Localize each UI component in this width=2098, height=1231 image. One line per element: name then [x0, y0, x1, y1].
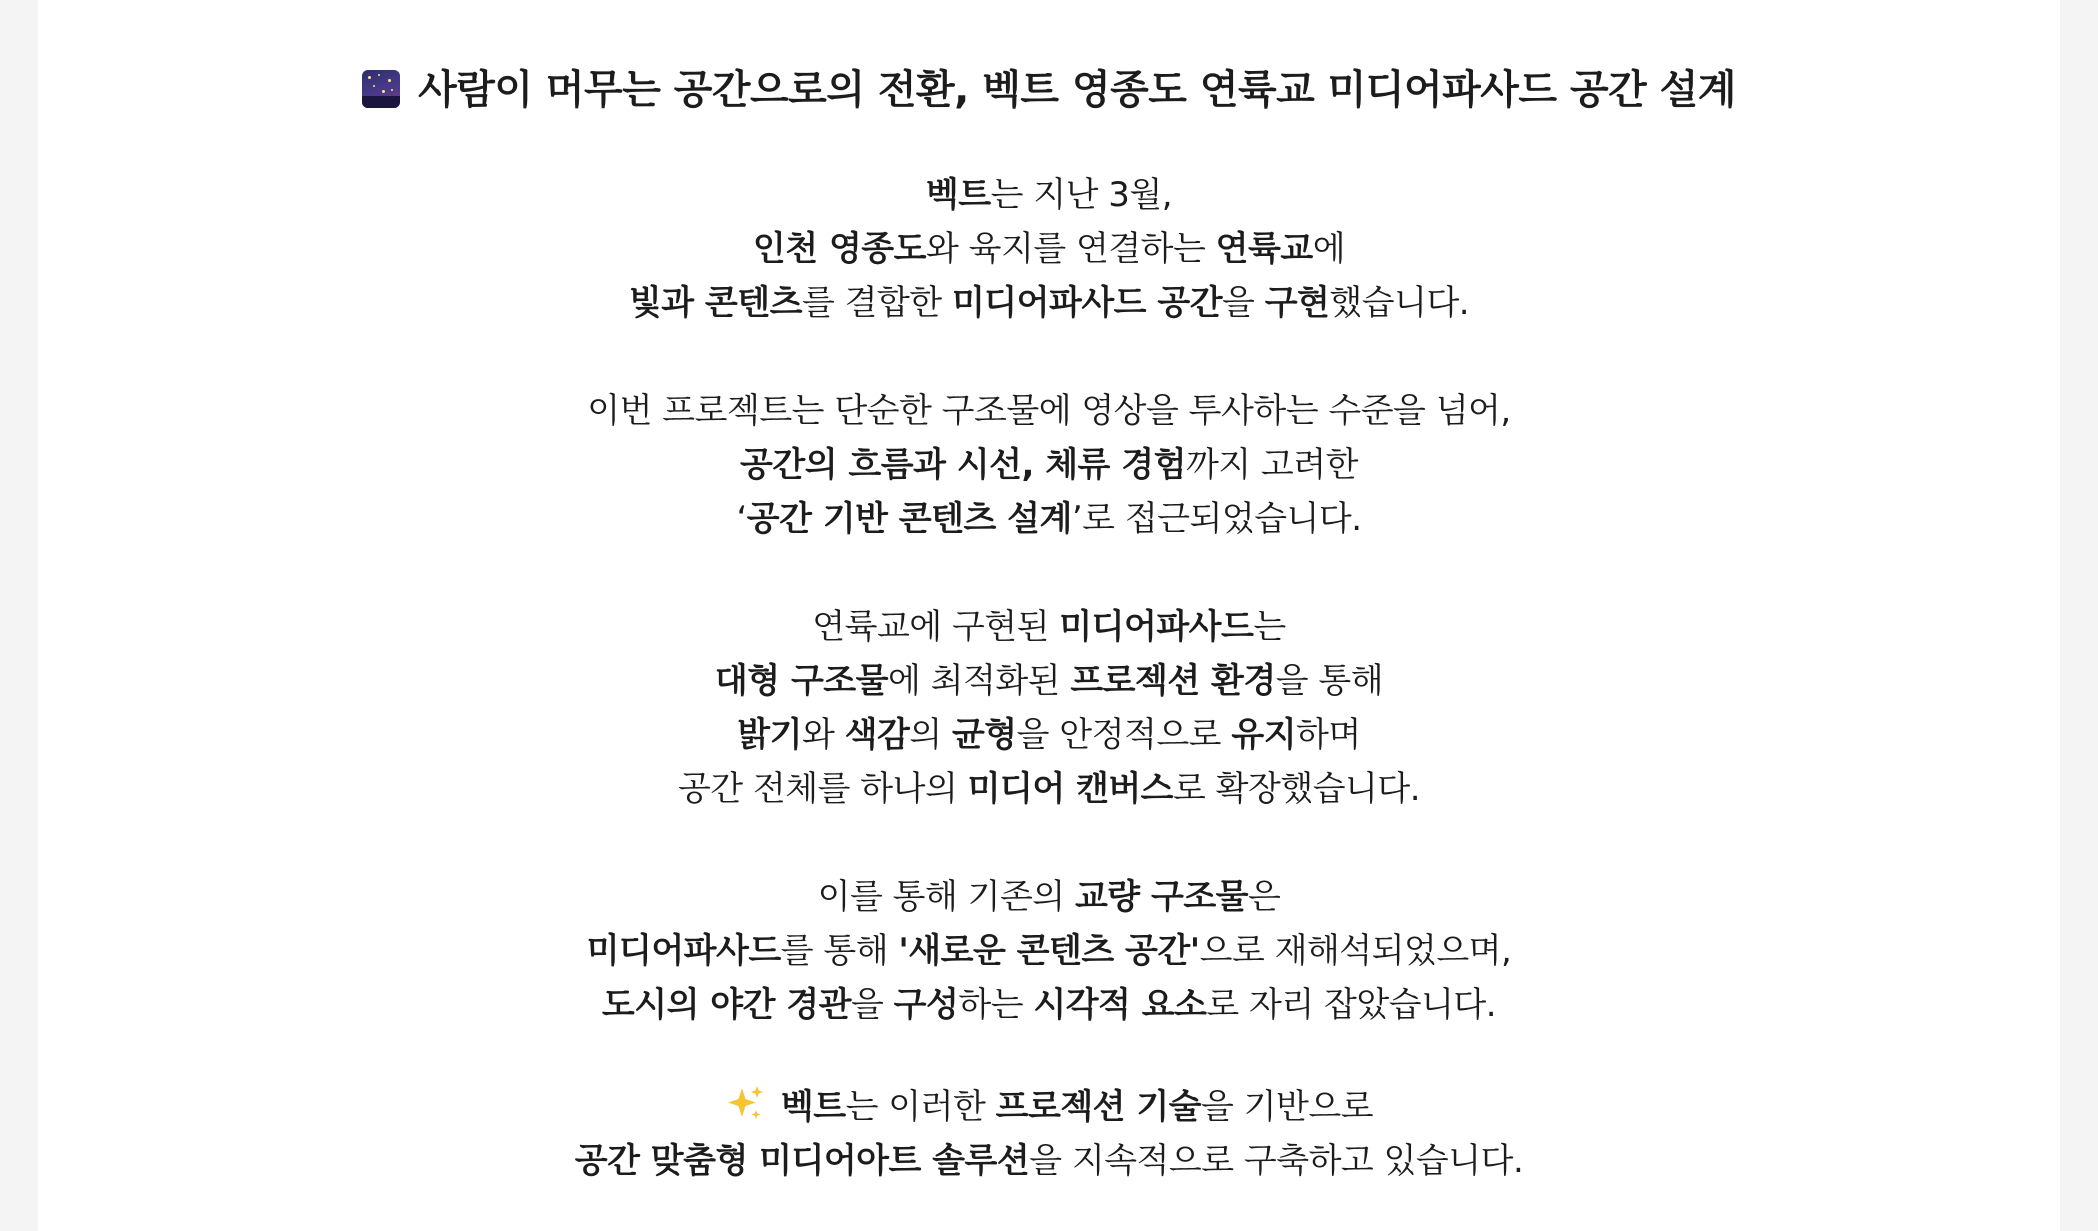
post-card	[38, 0, 2060, 1231]
bold-text: 미디어파사드	[586, 931, 781, 971]
body-text: 는 지난 3월,	[990, 175, 1173, 215]
body-text: 을 안정적으로	[1016, 715, 1232, 755]
body-line	[38, 492, 2060, 546]
bold-text: 시각적 요소	[1033, 985, 1207, 1025]
bold-text: 유지	[1231, 715, 1297, 755]
body-text: 를 결합한	[801, 283, 952, 323]
body-line	[38, 762, 2060, 816]
body-text: 로 자리 잡았습니다.	[1206, 985, 1497, 1025]
bold-text: 균형	[951, 715, 1017, 755]
bold-text: 벡트	[780, 1087, 846, 1127]
bold-text: 인천 영종도	[752, 229, 926, 269]
body-text: 에	[1312, 229, 1346, 269]
body-line	[38, 708, 2060, 762]
post-title	[38, 58, 2060, 115]
body-text: 로 확장했습니다.	[1173, 769, 1421, 809]
bold-text: 연륙교	[1215, 229, 1313, 269]
body-line	[38, 1134, 2060, 1188]
bold-text: 미디어파사드	[1059, 607, 1254, 647]
body-text: 으로 재해석되었으며,	[1199, 931, 1512, 971]
body-text: 연륙교에 구현된	[812, 607, 1060, 647]
post-title-text: 사람이 머무는 공간으로의 전환, 벡트 영종도 연륙교 미디어파사드 공간 설계	[418, 67, 1736, 113]
body-text: 을	[1222, 283, 1265, 323]
body-text: 는 이러한	[845, 1087, 996, 1127]
body-line	[38, 924, 2060, 978]
bold-text: 프로젝션 환경	[1070, 661, 1276, 701]
body-text: 하는	[958, 985, 1034, 1025]
bold-text: 공간 기반 콘텐츠 설계	[746, 499, 1072, 539]
body-line	[38, 1080, 2060, 1134]
body-text: 를 통해	[780, 931, 899, 971]
bold-text: 대형 구조물	[714, 661, 888, 701]
body-line	[38, 600, 2060, 654]
sparkles-icon	[725, 1084, 765, 1124]
body-text: 을 기반으로	[1201, 1087, 1374, 1127]
night-city-icon	[362, 70, 400, 108]
body-text: 은	[1248, 877, 1281, 917]
body-text: ’로 접근되었습니다.	[1071, 499, 1362, 539]
body-text: 와 육지를 연결하는	[925, 229, 1216, 269]
bold-text: 밝기	[737, 715, 802, 755]
bold-text: 미디어파사드 공간	[951, 283, 1223, 323]
body-text: 는	[1253, 607, 1286, 647]
bold-text: 벡트	[925, 175, 991, 215]
body-line	[38, 222, 2060, 276]
bold-text: 구성	[893, 985, 959, 1025]
body-line	[38, 654, 2060, 708]
body-text: 하며	[1296, 715, 1361, 755]
bold-text: 빛과 콘텐츠	[628, 283, 802, 323]
bold-text: 공간 맞춤형 미디어아트 솔루션	[574, 1141, 1030, 1181]
body-line	[38, 978, 2060, 1032]
body-text: 이번 프로젝트는 단순한 구조물에 영상을 투사하는 수준을 넘어,	[587, 391, 1511, 431]
bold-text: 구현	[1264, 283, 1330, 323]
body-text: 이를 통해 기존의	[817, 877, 1075, 917]
bold-text: 교량 구조물	[1074, 877, 1249, 917]
bold-text: 색감	[844, 715, 910, 755]
post-body	[38, 168, 2060, 1188]
body-line	[38, 276, 2060, 330]
body-text: 의	[909, 715, 952, 755]
body-text: 을 지속적으로 구축하고 있습니다.	[1029, 1141, 1524, 1181]
body-line	[38, 438, 2060, 492]
bold-text: 공간의 흐름과 시선, 체류 경험	[740, 445, 1186, 485]
bold-text: '새로운 콘텐츠 공간'	[898, 931, 1200, 971]
body-line	[38, 870, 2060, 924]
body-text: 했습니다.	[1329, 283, 1470, 323]
body-text: 까지 고려한	[1185, 445, 1358, 485]
bold-text: 프로젝션 기술	[995, 1087, 1202, 1127]
body-line	[38, 384, 2060, 438]
body-text: ‘	[736, 499, 747, 539]
body-text: 공간 전체를 하나의	[677, 769, 968, 809]
bold-text: 도시의 야간 경관	[601, 985, 851, 1025]
body-text: 을	[850, 985, 894, 1025]
body-text: 와	[801, 715, 845, 755]
bold-text: 미디어 캔버스	[967, 769, 1174, 809]
body-line	[38, 168, 2060, 222]
body-text: 을 통해	[1275, 661, 1384, 701]
body-text: 에 최적화된	[887, 661, 1071, 701]
